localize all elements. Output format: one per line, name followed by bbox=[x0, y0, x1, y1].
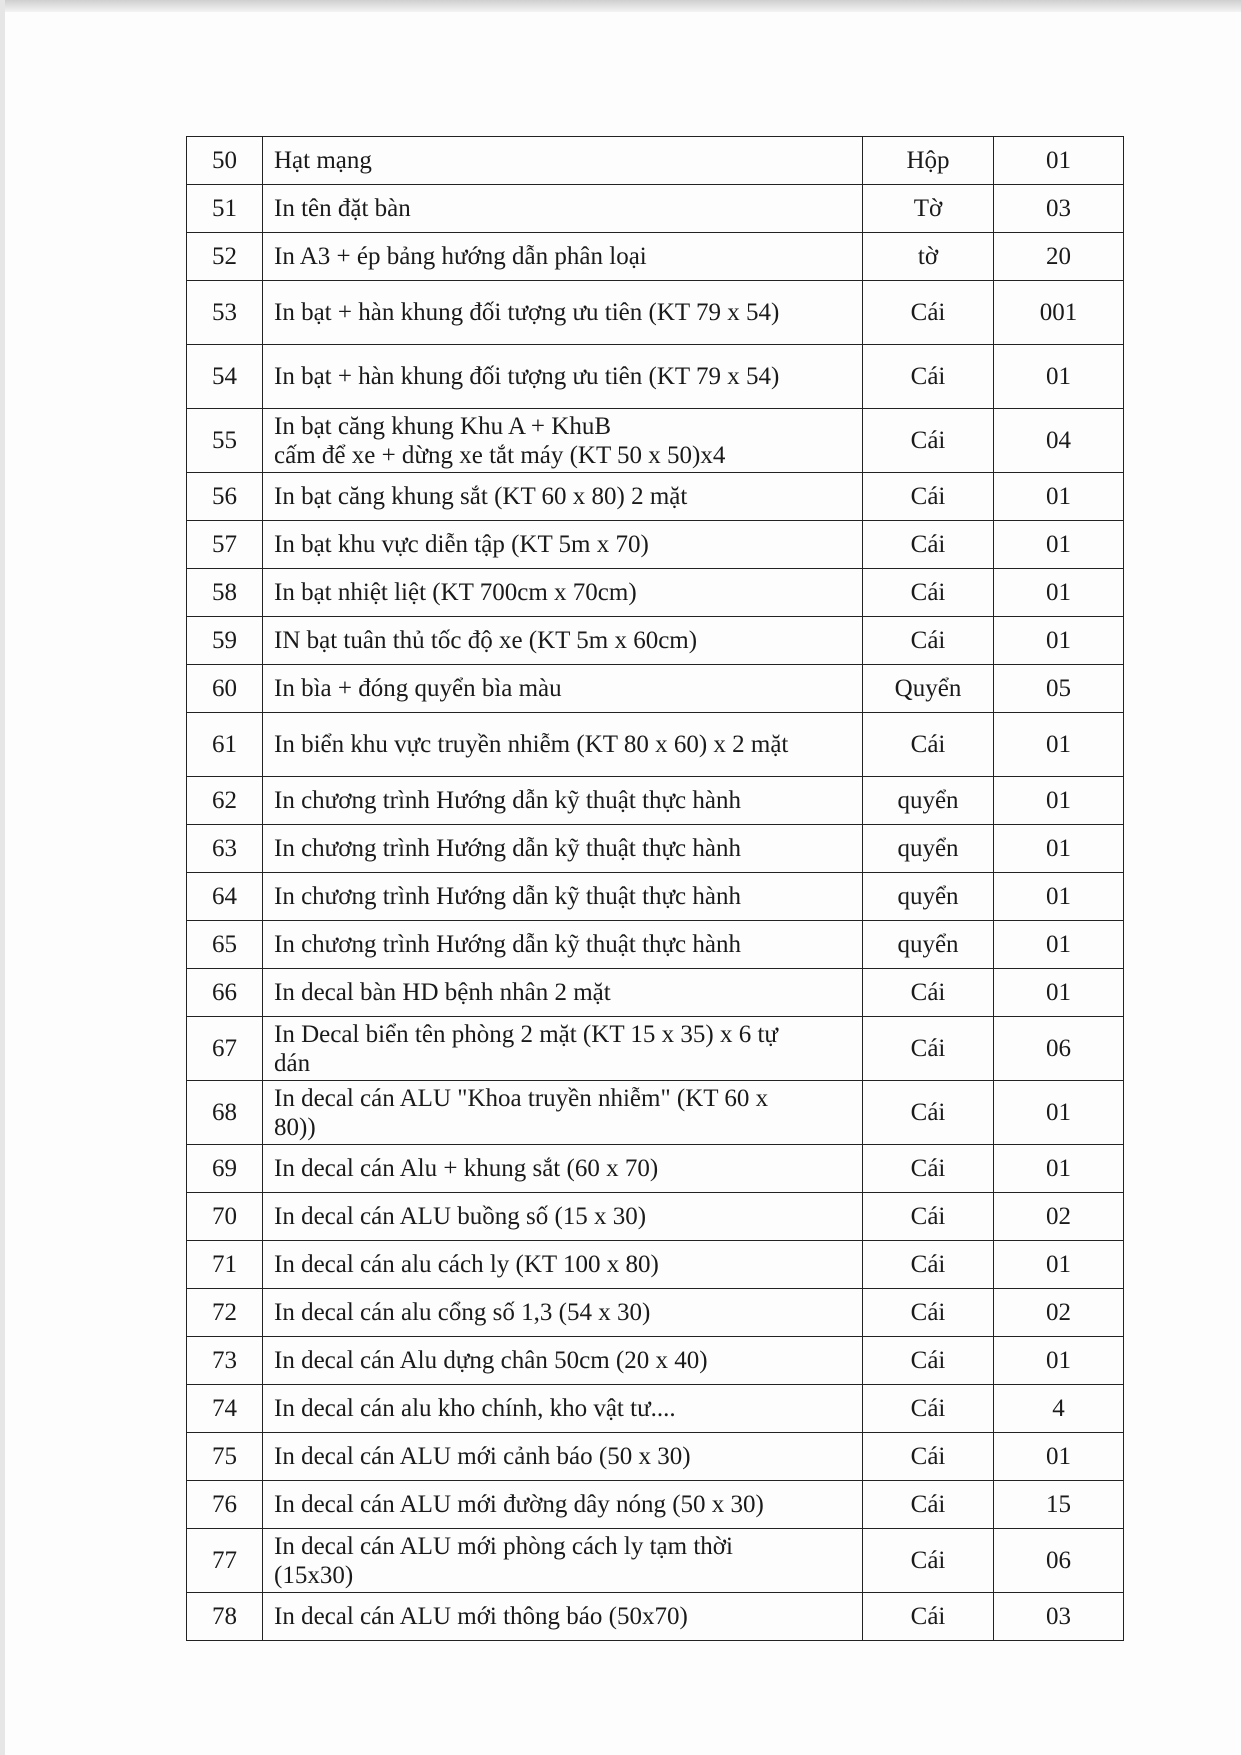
item-name: In Decal biển tên phòng 2 mặt (KT 15 x 35) x 6 tự dán bbox=[263, 1017, 863, 1081]
row-number: 53 bbox=[187, 281, 263, 345]
item-unit: Cái bbox=[863, 1017, 994, 1081]
item-unit: Cái bbox=[863, 1081, 994, 1145]
item-unit: Cái bbox=[863, 1241, 994, 1289]
scan-left-edge bbox=[0, 0, 5, 1755]
item-quantity: 01 bbox=[994, 521, 1124, 569]
row-number: 54 bbox=[187, 345, 263, 409]
item-unit: Cái bbox=[863, 1385, 994, 1433]
row-number: 62 bbox=[187, 777, 263, 825]
row-number: 72 bbox=[187, 1289, 263, 1337]
table-row bbox=[187, 1481, 1124, 1529]
item-unit: Cái bbox=[863, 1289, 994, 1337]
row-number: 74 bbox=[187, 1385, 263, 1433]
table-row bbox=[187, 1385, 1124, 1433]
item-name: In decal cán Alu + khung sắt (60 x 70) bbox=[263, 1145, 863, 1193]
row-number: 70 bbox=[187, 1193, 263, 1241]
item-name: In decal cán Alu dựng chân 50cm (20 x 40) bbox=[263, 1337, 863, 1385]
item-quantity: 01 bbox=[994, 921, 1124, 969]
scan-top-edge bbox=[0, 0, 1241, 12]
item-quantity: 01 bbox=[994, 345, 1124, 409]
table-row bbox=[187, 1433, 1124, 1481]
item-name: In A3 + ép bảng hướng dẫn phân loại bbox=[263, 233, 863, 281]
item-name: In bạt + hàn khung đối tượng ưu tiên (KT 79 x 54) bbox=[263, 345, 863, 409]
table-row bbox=[187, 233, 1124, 281]
item-name: In chương trình Hướng dẫn kỹ thuật thực hành bbox=[263, 825, 863, 873]
item-name: Hạt mạng bbox=[263, 137, 863, 185]
item-name: IN bạt tuân thủ tốc độ xe (KT 5m x 60cm) bbox=[263, 617, 863, 665]
item-name: In chương trình Hướng dẫn kỹ thuật thực hành bbox=[263, 921, 863, 969]
item-quantity: 001 bbox=[994, 281, 1124, 345]
item-unit: tờ bbox=[863, 233, 994, 281]
table-row bbox=[187, 1593, 1124, 1641]
item-quantity: 01 bbox=[994, 617, 1124, 665]
item-unit: Cái bbox=[863, 969, 994, 1017]
row-number: 61 bbox=[187, 713, 263, 777]
item-name: In decal cán ALU buồng số (15 x 30) bbox=[263, 1193, 863, 1241]
item-unit: Cái bbox=[863, 1193, 994, 1241]
item-unit: Cái bbox=[863, 1593, 994, 1641]
item-name: In bạt + hàn khung đối tượng ưu tiên (KT 79 x 54) bbox=[263, 281, 863, 345]
item-unit: Cái bbox=[863, 473, 994, 521]
item-name: In decal cán ALU mới đường dây nóng (50 x 30) bbox=[263, 1481, 863, 1529]
item-quantity: 01 bbox=[994, 569, 1124, 617]
table-row bbox=[187, 185, 1124, 233]
row-number: 67 bbox=[187, 1017, 263, 1081]
item-quantity: 03 bbox=[994, 185, 1124, 233]
item-name: In chương trình Hướng dẫn kỹ thuật thực hành bbox=[263, 873, 863, 921]
item-unit: Hộp bbox=[863, 137, 994, 185]
item-name: In decal cán alu kho chính, kho vật tư.... bbox=[263, 1385, 863, 1433]
item-quantity: 06 bbox=[994, 1529, 1124, 1593]
table-row bbox=[187, 969, 1124, 1017]
item-name: In bạt khu vực diễn tập (KT 5m x 70) bbox=[263, 521, 863, 569]
item-quantity: 01 bbox=[994, 137, 1124, 185]
table-row bbox=[187, 713, 1124, 777]
row-number: 60 bbox=[187, 665, 263, 713]
item-name: In biển khu vực truyền nhiễm (KT 80 x 60) x 2 mặt bbox=[263, 713, 863, 777]
item-quantity: 01 bbox=[994, 1145, 1124, 1193]
item-quantity: 01 bbox=[994, 1081, 1124, 1145]
table-row bbox=[187, 569, 1124, 617]
items-table-body bbox=[187, 137, 1124, 1641]
item-quantity: 03 bbox=[994, 1593, 1124, 1641]
item-quantity: 20 bbox=[994, 233, 1124, 281]
table-row bbox=[187, 473, 1124, 521]
table-row bbox=[187, 665, 1124, 713]
row-number: 64 bbox=[187, 873, 263, 921]
item-name: In bạt nhiệt liệt (KT 700cm x 70cm) bbox=[263, 569, 863, 617]
row-number: 51 bbox=[187, 185, 263, 233]
table-row bbox=[187, 777, 1124, 825]
item-unit: Cái bbox=[863, 521, 994, 569]
item-name: In decal cán ALU mới cảnh báo (50 x 30) bbox=[263, 1433, 863, 1481]
item-unit: Cái bbox=[863, 617, 994, 665]
row-number: 66 bbox=[187, 969, 263, 1017]
table-row bbox=[187, 1337, 1124, 1385]
item-quantity: 01 bbox=[994, 1433, 1124, 1481]
item-quantity: 04 bbox=[994, 409, 1124, 473]
item-name: In tên đặt bàn bbox=[263, 185, 863, 233]
item-name: In chương trình Hướng dẫn kỹ thuật thực hành bbox=[263, 777, 863, 825]
row-number: 63 bbox=[187, 825, 263, 873]
table-row bbox=[187, 1145, 1124, 1193]
row-number: 68 bbox=[187, 1081, 263, 1145]
item-unit: Quyển bbox=[863, 665, 994, 713]
table-row bbox=[187, 345, 1124, 409]
item-quantity: 01 bbox=[994, 873, 1124, 921]
item-quantity: 02 bbox=[994, 1289, 1124, 1337]
table-row bbox=[187, 521, 1124, 569]
item-unit: quyển bbox=[863, 873, 994, 921]
table-row bbox=[187, 281, 1124, 345]
item-unit: Cái bbox=[863, 1433, 994, 1481]
row-number: 73 bbox=[187, 1337, 263, 1385]
row-number: 58 bbox=[187, 569, 263, 617]
item-quantity: 15 bbox=[994, 1481, 1124, 1529]
item-unit: Cái bbox=[863, 345, 994, 409]
item-quantity: 01 bbox=[994, 713, 1124, 777]
table-row bbox=[187, 1193, 1124, 1241]
item-name: In bìa + đóng quyển bìa màu bbox=[263, 665, 863, 713]
row-number: 71 bbox=[187, 1241, 263, 1289]
item-unit: quyển bbox=[863, 825, 994, 873]
table-row bbox=[187, 921, 1124, 969]
row-number: 55 bbox=[187, 409, 263, 473]
table-row bbox=[187, 1289, 1124, 1337]
items-table bbox=[186, 136, 1124, 1641]
table-row bbox=[187, 1017, 1124, 1081]
item-unit: Cái bbox=[863, 1145, 994, 1193]
row-number: 56 bbox=[187, 473, 263, 521]
row-number: 76 bbox=[187, 1481, 263, 1529]
table-row bbox=[187, 1241, 1124, 1289]
item-name: In decal cán ALU mới thông báo (50x70) bbox=[263, 1593, 863, 1641]
item-name: In decal cán alu cổng số 1,3 (54 x 30) bbox=[263, 1289, 863, 1337]
item-unit: Tờ bbox=[863, 185, 994, 233]
row-number: 75 bbox=[187, 1433, 263, 1481]
item-quantity: 01 bbox=[994, 969, 1124, 1017]
table-row bbox=[187, 1081, 1124, 1145]
item-quantity: 01 bbox=[994, 1241, 1124, 1289]
row-number: 69 bbox=[187, 1145, 263, 1193]
item-quantity: 05 bbox=[994, 665, 1124, 713]
item-quantity: 06 bbox=[994, 1017, 1124, 1081]
row-number: 65 bbox=[187, 921, 263, 969]
item-unit: quyển bbox=[863, 921, 994, 969]
item-quantity: 01 bbox=[994, 777, 1124, 825]
table-row bbox=[187, 1529, 1124, 1593]
table-row bbox=[187, 409, 1124, 473]
row-number: 59 bbox=[187, 617, 263, 665]
table-row bbox=[187, 137, 1124, 185]
item-quantity: 4 bbox=[994, 1385, 1124, 1433]
item-name: In decal cán alu cách ly (KT 100 x 80) bbox=[263, 1241, 863, 1289]
table-row bbox=[187, 825, 1124, 873]
item-name: In bạt căng khung Khu A + KhuB cấm để xe + dừng xe tắt máy (KT 50 x 50)x4 bbox=[263, 409, 863, 473]
item-unit: Cái bbox=[863, 1481, 994, 1529]
item-unit: Cái bbox=[863, 281, 994, 345]
item-name: In decal bàn HD bệnh nhân 2 mặt bbox=[263, 969, 863, 1017]
table-row bbox=[187, 617, 1124, 665]
row-number: 52 bbox=[187, 233, 263, 281]
item-quantity: 01 bbox=[994, 825, 1124, 873]
item-unit: quyển bbox=[863, 777, 994, 825]
item-unit: Cái bbox=[863, 713, 994, 777]
item-quantity: 01 bbox=[994, 1337, 1124, 1385]
item-name: In decal cán ALU "Khoa truyền nhiễm" (KT 60 x 80)) bbox=[263, 1081, 863, 1145]
item-unit: Cái bbox=[863, 1337, 994, 1385]
row-number: 57 bbox=[187, 521, 263, 569]
item-unit: Cái bbox=[863, 569, 994, 617]
item-unit: Cái bbox=[863, 409, 994, 473]
item-quantity: 02 bbox=[994, 1193, 1124, 1241]
row-number: 78 bbox=[187, 1593, 263, 1641]
row-number: 50 bbox=[187, 137, 263, 185]
item-name: In bạt căng khung sắt (KT 60 x 80) 2 mặt bbox=[263, 473, 863, 521]
item-unit: Cái bbox=[863, 1529, 994, 1593]
table-row bbox=[187, 873, 1124, 921]
item-quantity: 01 bbox=[994, 473, 1124, 521]
item-name: In decal cán ALU mới phòng cách ly tạm thời (15x30) bbox=[263, 1529, 863, 1593]
row-number: 77 bbox=[187, 1529, 263, 1593]
